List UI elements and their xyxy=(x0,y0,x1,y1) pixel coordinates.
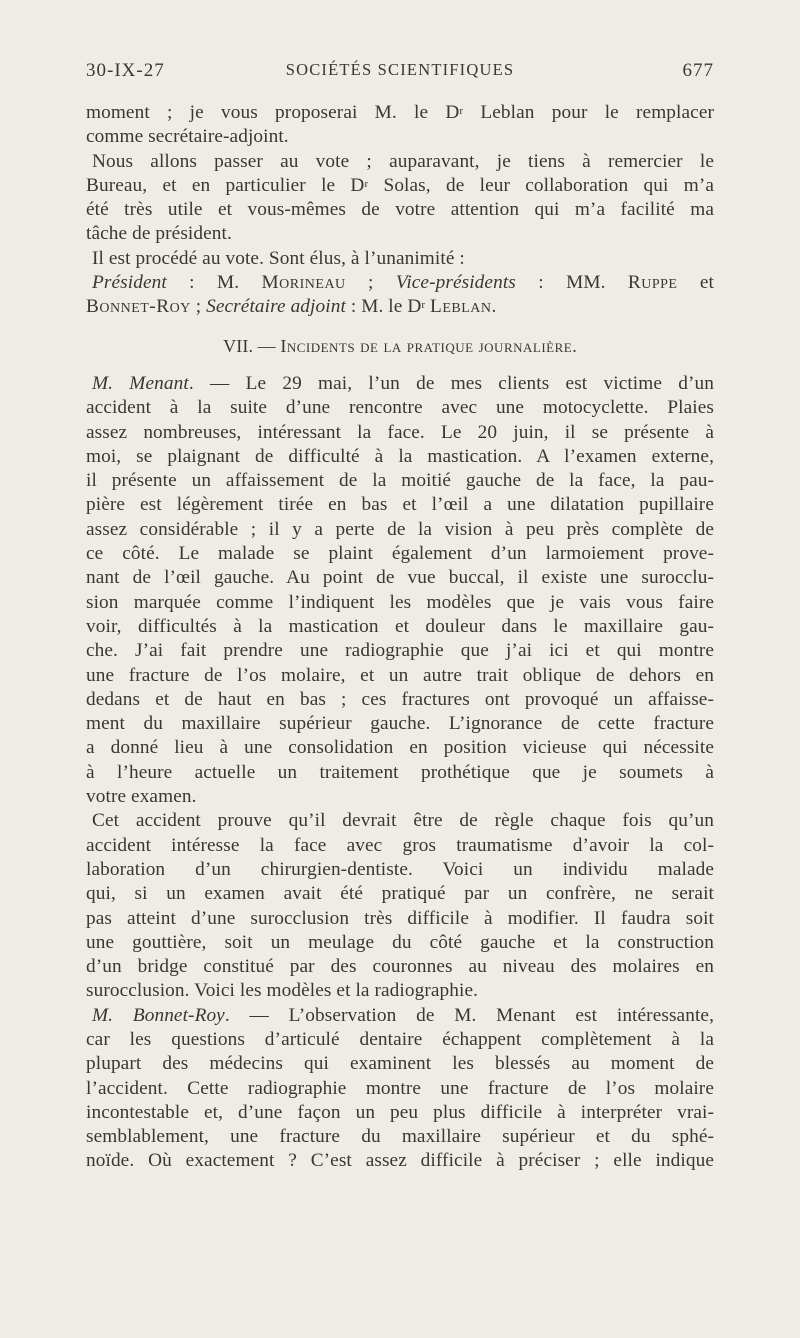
text-line: assez considérable ; il y a perte de la vision à peu près complète de xyxy=(86,518,714,540)
text-line: plupart des médecins qui examinent les blessés au moment de xyxy=(86,1053,714,1075)
text-line: nant de l’œil gauche. Au point de vue buccal, il existe une surocclu- xyxy=(86,567,714,589)
text-line: d’un bridge constitué par des couronnes au niveau des molaires en xyxy=(86,956,714,978)
section-heading: VII. — Incidents de la pratique journalière. xyxy=(223,335,577,356)
text-line: laboration d’un chirurgien-dentiste. Voici un individu malade xyxy=(86,858,714,880)
text-line: ment du maxillaire supérieur gauche. L’ignorance de cette fracture xyxy=(86,713,714,735)
text-line: assez nombreuses, intéressant la face. Le 20 juin, il se présente à xyxy=(86,421,714,443)
text-line: car les questions d’articulé dentaire échappent complètement à la xyxy=(86,1028,714,1050)
text-line: Nous allons passer au vote ; auparavant, je tiens à remercier le xyxy=(92,150,714,172)
text-line: semblablement, une fracture du maxillaire supérieur et du sphé- xyxy=(86,1126,714,1148)
text-line: noïde. Où exactement ? C’est assez difficile à préciser ; elle indique xyxy=(86,1150,714,1172)
text-line: surocclusion. Voici les modèles et la radiographie. xyxy=(86,980,479,1002)
text-line: incontestable et, d’une façon un peu plus difficile à interpréter vrai- xyxy=(86,1101,714,1123)
page-body xyxy=(86,101,714,1174)
text-line: l’accident. Cette radiographie montre une fracture de l’os molaire xyxy=(86,1077,714,1099)
text-line: accident intéresse la face avec gros traumatisme d’avoir la col- xyxy=(86,834,714,856)
text-line: tâche de président. xyxy=(86,223,232,245)
text-line: M. Bonnet-Roy. — L’observation de M. Menant est intéressante, xyxy=(92,1004,714,1026)
text-line: pière est légèrement tirée en bas et l’œil a une dilatation pupillaire xyxy=(86,494,714,516)
page-number: 677 xyxy=(682,60,714,81)
text-line: pas atteint d’une surocclusion très difficile à modifier. Il faudra soit xyxy=(86,907,714,929)
text-line: M. Menant. — Le 29 mai, l’un de mes clients est victime d’un xyxy=(92,372,714,394)
text-line: moi, se plaignant de difficulté à la mastication. A l’examen externe, xyxy=(86,445,714,467)
text-line: sion marquée comme l’indiquent les modèles que je vais vous faire xyxy=(86,591,714,613)
text-line: Cet accident prouve qu’il devrait être de règle chaque fois qu’un xyxy=(92,810,714,832)
text-line: été très utile et vous-mêmes de votre attention qui m’a facilité ma xyxy=(86,199,714,221)
text-line: il présente un affaissement de la moitié gauche de la face, la pau- xyxy=(86,470,714,492)
text-line: voir, difficultés à la mastication et douleur dans le maxillaire gau- xyxy=(86,615,714,637)
text-line: a donné lieu à une consolidation en position vicieuse qui nécessite xyxy=(86,737,714,759)
text-line: comme secrétaire-adjoint. xyxy=(86,126,289,148)
text-line: Il est procédé au vote. Sont élus, à l’unanimité : xyxy=(92,247,465,269)
text-line: ce côté. Le malade se plaint également d’un larmoiement prove- xyxy=(86,543,714,565)
text-line: à l’heure actuelle un traitement prothétique que je soumets à xyxy=(86,761,714,783)
text-line: che. J’ai fait prendre une radiographie que j’ai ici et qui montre xyxy=(86,640,714,662)
text-line: votre examen. xyxy=(86,786,197,808)
text-line: accident à la suite d’une rencontre avec une motocyclette. Plaies xyxy=(86,397,714,419)
text-line: qui, si un examen avait été pratiqué par un confrère, ne serait xyxy=(86,883,714,905)
text-line: une gouttière, soit un meulage du côté gauche et la construction xyxy=(86,931,714,953)
text-line: moment ; je vous proposerai M. le $D^r$ Leblan pour le remplacer xyxy=(86,102,714,123)
text-line: une fracture de l’os molaire, et un autre trait oblique de dehors en xyxy=(86,664,714,686)
text-line: dedans et de haut en bas ; ces fractures ont provoqué un affaisse- xyxy=(86,688,714,710)
text-line: Bonnet-Roy ; Secrétaire adjoint : M. le $D^r$ Leblan. xyxy=(86,296,497,318)
text-line: Président : M. Morineau ; Vice-présidents : MM. Ruppe et xyxy=(92,272,714,294)
header-date: 30-IX-27 xyxy=(86,60,165,81)
header-title: SOCIÉTÉS SCIENTIFIQUES xyxy=(285,60,515,79)
running-header xyxy=(86,60,714,90)
text-line: Bureau, et en particulier le $D^r$ Solas, de leur collaboration qui m’a xyxy=(86,174,714,196)
